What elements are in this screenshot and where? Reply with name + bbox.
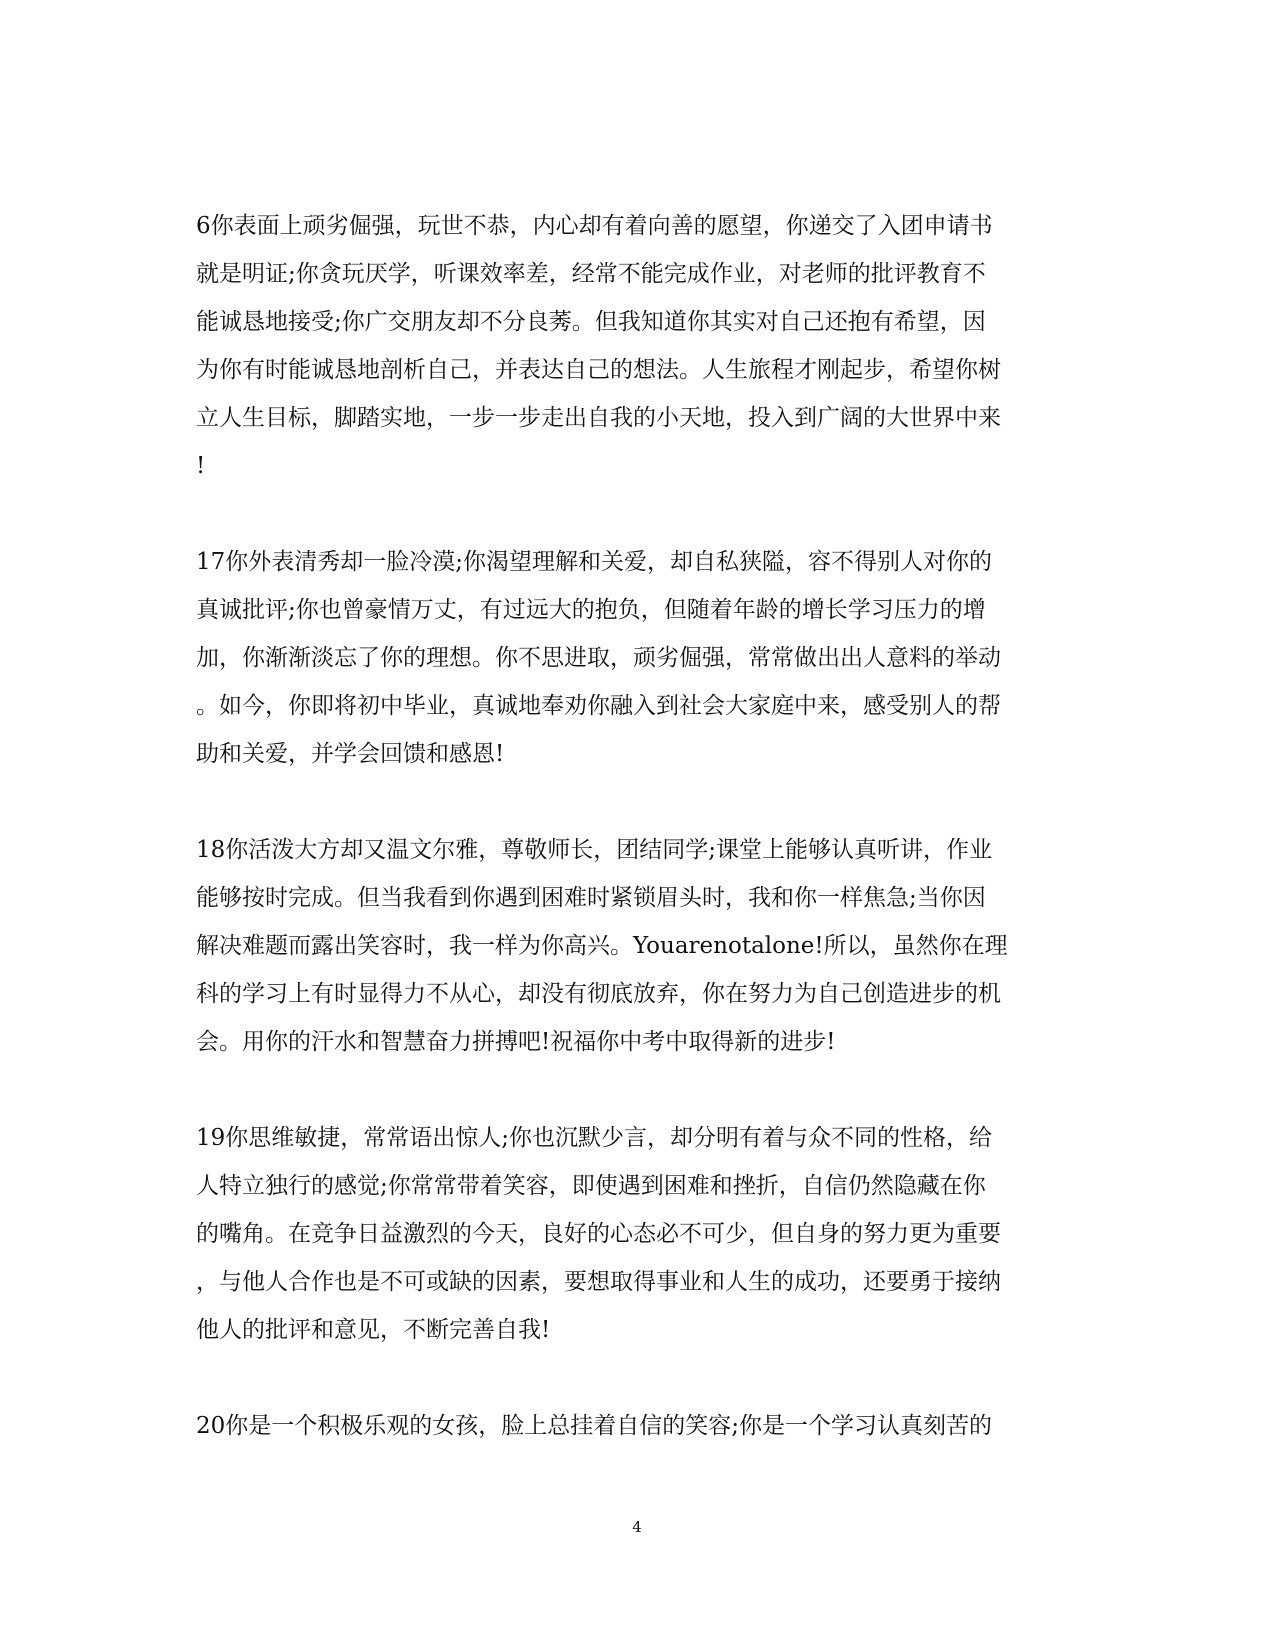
text-line: 助和关爱，并学会回馈和感恩! bbox=[196, 741, 505, 767]
text-line: 17你外表清秀却一脸冷漠;你渴望理解和关爱，却自私狭隘，容不得别人对你的 bbox=[196, 549, 993, 575]
text-line: 人特立独行的感觉;你常常带着笑容，即使遇到困难和挫折，自信仍然隐藏在你 bbox=[196, 1173, 986, 1199]
paragraph-18 bbox=[196, 826, 1076, 1066]
paragraph-19 bbox=[196, 1114, 1076, 1354]
text-line: 能诚恳地接受;你广交朋友却不分良莠。但我知道你其实对自己还抱有希望，因 bbox=[196, 309, 986, 335]
text-line: 6你表面上顽劣倔强，玩世不恭，内心却有着向善的愿望，你递交了入团申请书 bbox=[196, 213, 993, 239]
paragraph-17 bbox=[196, 538, 1076, 778]
text-line: 解决难题而露出笑容时，我一样为你高兴。Youarenotalone!所以，虽然你在理 bbox=[196, 933, 1008, 959]
text-line: 会。用你的汗水和智慧奋力拼搏吧!祝福你中考中取得新的进步! bbox=[196, 1029, 836, 1055]
text-line: 真诚批评;你也曾豪情万丈，有过远大的抱负，但随着年龄的增长学习压力的增 bbox=[196, 597, 986, 623]
paragraph-20 bbox=[196, 1402, 1076, 1450]
text-line: 就是明证;你贪玩厌学，听课效率差，经常不能完成作业，对老师的批评教育不 bbox=[196, 261, 986, 287]
text-line: 为你有时能诚恳地剖析自己，并表达自己的想法。人生旅程才刚起步，希望你树 bbox=[196, 357, 1001, 383]
text-line: 18你活泼大方却又温文尔雅，尊敬师长，团结同学;课堂上能够认真听讲，作业 bbox=[196, 837, 993, 863]
paragraph-6 bbox=[196, 202, 1076, 490]
page-number: 4 bbox=[632, 1518, 642, 1536]
text-line: 20你是一个积极乐观的女孩，脸上总挂着自信的笑容;你是一个学习认真刻苦的 bbox=[196, 1413, 993, 1439]
text-line: 他人的批评和意见，不断完善自我! bbox=[196, 1317, 551, 1343]
text-line: ! bbox=[196, 453, 206, 479]
text-line: 科的学习上有时显得力不从心，却没有彻底放弃，你在努力为自己创造进步的机 bbox=[196, 981, 1001, 1007]
text-line: 。如今，你即将初中毕业，真诚地奉劝你融入到社会大家庭中来，感受别人的帮 bbox=[196, 693, 1001, 719]
text-line: 能够按时完成。但当我看到你遇到困难时紧锁眉头时，我和你一样焦急;当你因 bbox=[196, 885, 986, 911]
text-line: 立人生目标，脚踏实地，一步一步走出自我的小天地，投入到广阔的大世界中来 bbox=[196, 405, 1001, 431]
text-line: 加，你渐渐淡忘了你的理想。你不思进取，顽劣倔强，常常做出出人意料的举动 bbox=[196, 645, 1001, 671]
document-body bbox=[196, 202, 1076, 1498]
text-line: 的嘴角。在竞争日益激烈的今天，良好的心态必不可少，但自身的努力更为重要 bbox=[196, 1221, 1001, 1247]
text-line: ，与他人合作也是不可或缺的因素，要想取得事业和人生的成功，还要勇于接纳 bbox=[196, 1269, 1001, 1295]
text-line: 19你思维敏捷，常常语出惊人;你也沉默少言，却分明有着与众不同的性格，给 bbox=[196, 1125, 993, 1151]
